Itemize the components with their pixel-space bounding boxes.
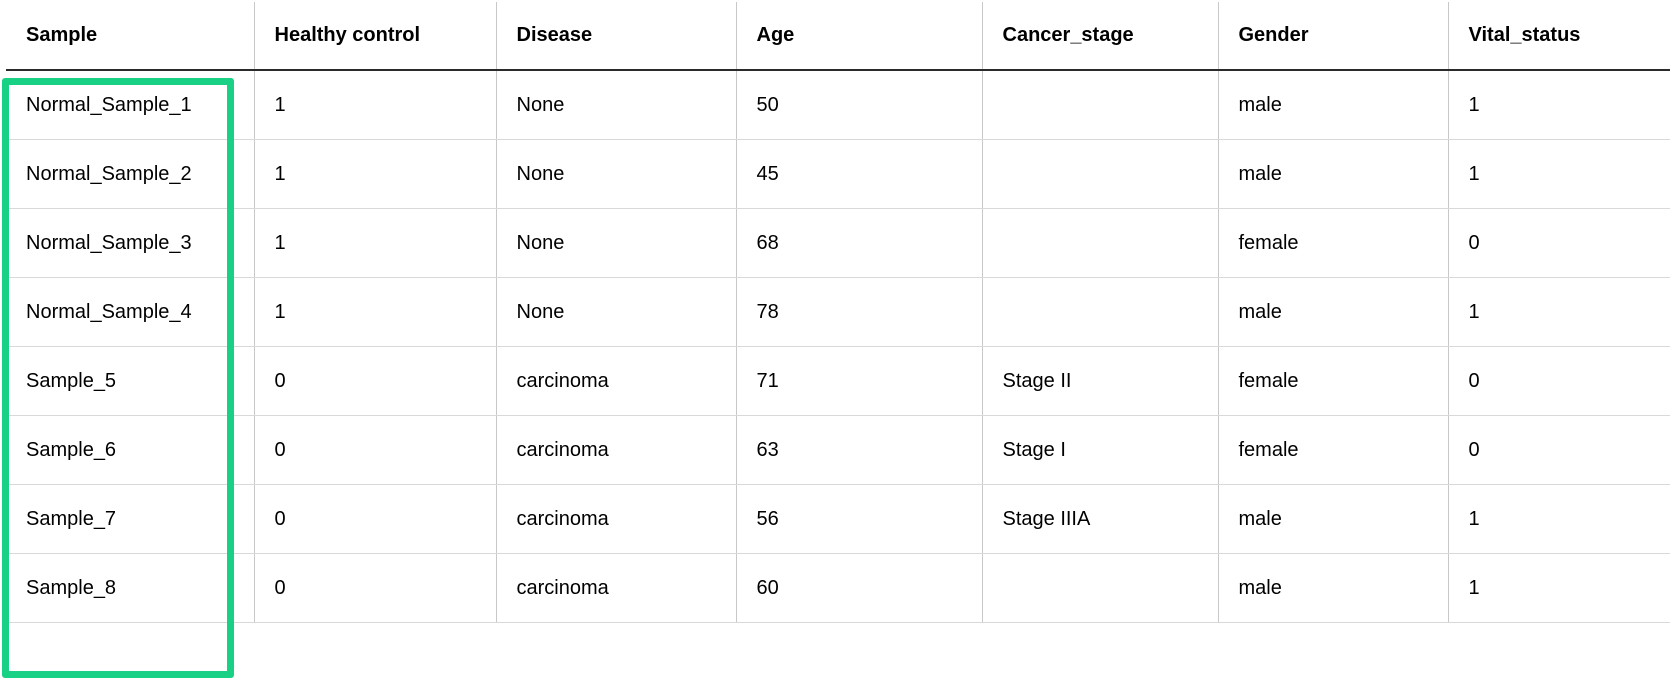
metadata-table-figure <box>0 2 1680 684</box>
table-row <box>6 485 1670 554</box>
cell-gender: male <box>1218 554 1448 623</box>
cell-gender: female <box>1218 209 1448 278</box>
column-header-disease: Disease <box>496 2 736 70</box>
cell-healthy-control: 1 <box>254 140 496 209</box>
cell-cancer-stage <box>982 554 1218 623</box>
cell-disease: None <box>496 209 736 278</box>
cell-disease: carcinoma <box>496 485 736 554</box>
cell-healthy-control: 0 <box>254 485 496 554</box>
cell-healthy-control: 1 <box>254 278 496 347</box>
cell-age: 60 <box>736 554 982 623</box>
column-header-age: Age <box>736 2 982 70</box>
cell-vital-status: 1 <box>1448 485 1670 554</box>
cell-age: 45 <box>736 140 982 209</box>
cell-gender: male <box>1218 278 1448 347</box>
cell-vital-status: 1 <box>1448 278 1670 347</box>
table-body <box>6 70 1670 623</box>
cell-age: 71 <box>736 347 982 416</box>
cell-vital-status: 0 <box>1448 416 1670 485</box>
cell-sample: Sample_6 <box>6 416 254 485</box>
cell-healthy-control: 0 <box>254 416 496 485</box>
cell-sample: Normal_Sample_4 <box>6 278 254 347</box>
cell-gender: male <box>1218 70 1448 140</box>
table-row <box>6 70 1670 140</box>
cell-cancer-stage <box>982 209 1218 278</box>
cell-cancer-stage: Stage IIIA <box>982 485 1218 554</box>
column-header-vital-status: Vital_status <box>1448 2 1670 70</box>
cell-age: 78 <box>736 278 982 347</box>
cell-healthy-control: 0 <box>254 347 496 416</box>
cell-cancer-stage <box>982 70 1218 140</box>
table-header-row <box>6 2 1670 70</box>
column-header-sample: Sample <box>6 2 254 70</box>
cell-vital-status: 0 <box>1448 347 1670 416</box>
table-row <box>6 554 1670 623</box>
cell-gender: female <box>1218 416 1448 485</box>
cell-sample: Normal_Sample_2 <box>6 140 254 209</box>
cell-vital-status: 1 <box>1448 140 1670 209</box>
cell-sample: Normal_Sample_3 <box>6 209 254 278</box>
column-header-cancer-stage: Cancer_stage <box>982 2 1218 70</box>
cell-disease: None <box>496 140 736 209</box>
cell-healthy-control: 0 <box>254 554 496 623</box>
cell-age: 56 <box>736 485 982 554</box>
cell-gender: female <box>1218 347 1448 416</box>
cell-disease: None <box>496 278 736 347</box>
table-row <box>6 416 1670 485</box>
column-header-healthy-control: Healthy control <box>254 2 496 70</box>
sample-metadata-table <box>6 2 1670 623</box>
cell-vital-status: 0 <box>1448 209 1670 278</box>
cell-age: 50 <box>736 70 982 140</box>
cell-age: 68 <box>736 209 982 278</box>
cell-vital-status: 1 <box>1448 70 1670 140</box>
cell-vital-status: 1 <box>1448 554 1670 623</box>
cell-cancer-stage <box>982 278 1218 347</box>
table-row <box>6 209 1670 278</box>
column-header-gender: Gender <box>1218 2 1448 70</box>
cell-disease: carcinoma <box>496 554 736 623</box>
table-row <box>6 278 1670 347</box>
cell-gender: male <box>1218 485 1448 554</box>
table-header <box>6 2 1670 70</box>
cell-healthy-control: 1 <box>254 209 496 278</box>
cell-cancer-stage: Stage II <box>982 347 1218 416</box>
cell-cancer-stage <box>982 140 1218 209</box>
cell-sample: Sample_8 <box>6 554 254 623</box>
cell-disease: carcinoma <box>496 347 736 416</box>
cell-sample: Normal_Sample_1 <box>6 70 254 140</box>
cell-cancer-stage: Stage I <box>982 416 1218 485</box>
cell-gender: male <box>1218 140 1448 209</box>
table-row <box>6 140 1670 209</box>
cell-age: 63 <box>736 416 982 485</box>
cell-disease: None <box>496 70 736 140</box>
cell-disease: carcinoma <box>496 416 736 485</box>
cell-sample: Sample_7 <box>6 485 254 554</box>
table-row <box>6 347 1670 416</box>
cell-sample: Sample_5 <box>6 347 254 416</box>
cell-healthy-control: 1 <box>254 70 496 140</box>
